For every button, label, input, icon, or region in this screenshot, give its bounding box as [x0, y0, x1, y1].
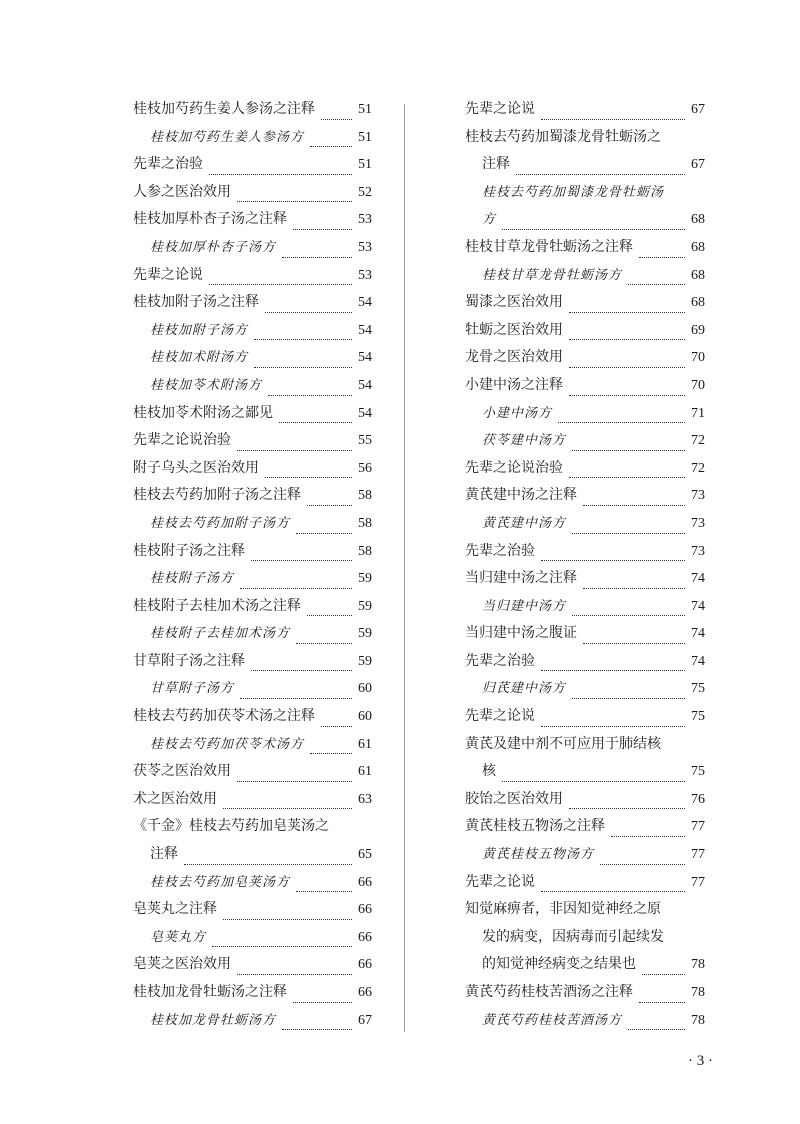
toc-page-number: 67	[358, 1012, 372, 1028]
toc-entry-title: 先辈之论说	[465, 708, 535, 725]
toc-entry[interactable]	[465, 896, 705, 924]
toc-page-number: 66	[358, 929, 372, 945]
dot-leader	[569, 311, 685, 313]
toc-entry-title: 黄芪建中汤方	[482, 515, 567, 531]
toc-entry-title: 小建中汤之注释	[465, 376, 563, 393]
dot-leader	[282, 1028, 352, 1030]
dot-leader	[558, 421, 685, 423]
toc-entry-title: 茯苓之医治效用	[133, 763, 231, 780]
toc-entry-title: 桂枝加龙骨牡蛎汤方	[150, 1012, 277, 1028]
toc-entry-title: 桂枝加厚朴杏子汤之注释	[133, 211, 287, 228]
toc-page-number: 53	[358, 267, 372, 283]
toc-entry-title: 先辈之治验	[465, 652, 535, 669]
toc-entry-title: 甘草附子汤方	[150, 681, 235, 697]
toc-page-number: 54	[358, 405, 372, 421]
dot-leader	[237, 200, 352, 202]
dot-leader	[516, 173, 685, 175]
toc-entry[interactable]	[133, 289, 372, 317]
dot-leader	[184, 863, 352, 865]
toc-entry-title: 皂荚丸之注释	[133, 901, 217, 918]
dot-leader	[569, 338, 685, 340]
toc-page-number: 66	[358, 985, 372, 1000]
toc-entry-title: 核	[482, 763, 496, 780]
toc-entry[interactable]	[465, 124, 705, 152]
dot-leader	[265, 311, 352, 313]
dot-leader	[628, 283, 685, 285]
toc-entry-title: 的知觉神经病变之结果也	[482, 956, 636, 973]
toc-entry[interactable]	[133, 703, 372, 731]
toc-entry[interactable]	[465, 648, 705, 676]
toc-entry-title: 桂枝加苓术附汤方	[150, 377, 263, 393]
toc-page-number: 72	[691, 460, 705, 476]
dot-leader	[223, 918, 352, 920]
dot-leader	[212, 945, 352, 947]
toc-entry-title: 黄芪芍药桂枝苦酒汤方	[482, 1012, 623, 1028]
toc-page-number: 59	[358, 598, 372, 614]
dot-leader	[209, 173, 352, 175]
toc-entry-title: 黄芪及建中剂不可应用于肺结核	[465, 735, 661, 752]
toc-entry-title: 黄芪建中汤之注释	[465, 487, 577, 504]
dot-leader	[223, 807, 352, 809]
toc-entry-title: 皂荚之医治效用	[133, 956, 231, 973]
dot-leader	[296, 890, 352, 892]
toc-entry[interactable]	[133, 979, 372, 1007]
toc-entry-title: 桂枝加厚朴杏子汤方	[150, 239, 277, 255]
toc-page-number: 53	[358, 239, 372, 255]
toc-entry-title: 桂枝加芍药生姜人参汤方	[150, 129, 305, 145]
toc-page-number: 59	[358, 626, 372, 642]
dot-leader	[572, 532, 685, 534]
toc-entry-title: 桂枝去芍药加附子汤之注释	[133, 487, 301, 504]
dot-leader	[251, 669, 352, 671]
toc-entry[interactable]	[465, 482, 705, 510]
toc-page-number: 73	[691, 515, 705, 531]
toc-subentry[interactable]	[133, 317, 372, 345]
toc-entry[interactable]	[133, 96, 372, 124]
dot-leader	[541, 559, 685, 561]
dot-leader	[307, 504, 352, 506]
toc-entry[interactable]	[133, 151, 372, 179]
dot-leader	[240, 587, 352, 589]
dot-leader	[600, 863, 685, 865]
toc-page-number: 77	[691, 874, 705, 890]
toc-entry-title: 龙骨之医治效用	[465, 349, 563, 366]
toc-subentry[interactable]	[133, 924, 372, 952]
toc-entry-title: 先辈之论说	[465, 101, 535, 117]
toc-entry[interactable]	[465, 813, 705, 841]
toc-page-number: 63	[358, 791, 372, 807]
dot-leader	[639, 1001, 685, 1003]
toc-entry-title: 茯苓建中汤方	[482, 433, 567, 449]
toc-entry[interactable]	[133, 813, 372, 841]
toc-entry-title: 《千金》桂枝去芍药加皂荚汤之	[133, 818, 329, 835]
toc-subentry[interactable]	[133, 731, 372, 759]
toc-entry[interactable]	[133, 538, 372, 566]
toc-page-number: 54	[358, 377, 372, 393]
toc-entry[interactable]	[465, 731, 705, 759]
toc-subentry[interactable]	[133, 344, 372, 372]
toc-entry-title: 方	[482, 212, 497, 228]
dot-leader	[583, 642, 685, 644]
dot-leader	[310, 145, 352, 147]
toc-page-number: 58	[358, 515, 372, 531]
toc-entry-title: 黄芪桂枝五物汤之注释	[465, 818, 605, 835]
dot-leader	[569, 476, 685, 478]
toc-entry[interactable]	[465, 455, 705, 483]
toc-page-number: 77	[691, 819, 705, 835]
toc-page-number: 69	[691, 322, 705, 338]
toc-entry-title: 当归建中汤方	[482, 598, 567, 614]
column-divider	[404, 104, 405, 1032]
toc-entry[interactable]	[133, 400, 372, 428]
toc-entry[interactable]	[465, 96, 705, 124]
toc-entry-title: 桂枝去芍药加蜀漆龙骨牡蛎汤	[482, 184, 665, 200]
toc-page-number: 60	[358, 709, 372, 725]
toc-entry[interactable]	[465, 538, 705, 566]
dot-leader	[237, 449, 352, 451]
dot-leader	[209, 283, 352, 285]
dot-leader	[237, 973, 352, 975]
toc-entry[interactable]	[133, 786, 372, 814]
toc-entry-title: 皂荚丸方	[150, 929, 207, 945]
toc-entry[interactable]	[465, 869, 705, 897]
toc-entry-title: 黄芪芍药桂枝苦酒汤之注释	[465, 984, 633, 1000]
toc-entry-title: 蜀漆之医治效用	[465, 294, 563, 311]
toc-entry[interactable]	[133, 206, 372, 234]
toc-entry-title: 桂枝去芍药加皂荚汤方	[150, 874, 291, 890]
toc-page-number: 51	[358, 102, 372, 117]
dot-leader	[254, 366, 352, 368]
toc-entry[interactable]	[133, 262, 372, 290]
toc-entry[interactable]	[133, 758, 372, 786]
toc-entry-title: 先辈之论说治验	[465, 459, 563, 476]
dot-leader	[541, 890, 685, 892]
toc-entry-continued[interactable]	[465, 758, 705, 786]
toc-entry-title: 桂枝加附子汤方	[150, 322, 249, 338]
toc-page-number: 59	[358, 571, 372, 587]
toc-entry[interactable]	[133, 593, 372, 621]
toc-entry-title: 人参之医治效用	[133, 183, 231, 200]
dot-leader	[321, 725, 352, 727]
toc-entry-title: 胶饴之医治效用	[465, 790, 563, 807]
toc-subentry[interactable]	[133, 372, 372, 400]
toc-entry-continued[interactable]	[465, 951, 705, 979]
toc-subentry[interactable]	[133, 620, 372, 648]
toc-entry-title: 注释	[150, 846, 178, 863]
toc-entry-title: 桂枝加龙骨牡蛎汤之注释	[133, 984, 287, 1000]
toc-entry-title: 桂枝加芍药生姜人参汤之注释	[133, 101, 315, 117]
dot-leader	[541, 118, 685, 120]
toc-entry-title: 桂枝甘草龙骨牡蛎汤方	[482, 267, 623, 283]
dot-leader	[642, 973, 685, 975]
dot-leader	[310, 752, 352, 754]
toc-page-number: 70	[691, 377, 705, 393]
toc-entry-title: 附子乌头之医治效用	[133, 459, 259, 476]
toc-entry[interactable]	[465, 979, 705, 1007]
dot-leader	[583, 587, 685, 589]
toc-entry-title: 当归建中汤之腹证	[465, 625, 577, 642]
toc-page-number: 68	[691, 239, 705, 255]
toc-page-number: 68	[691, 212, 705, 228]
toc-page-number: 52	[358, 184, 372, 200]
toc-page-number: 74	[691, 653, 705, 669]
toc-page-number: 75	[691, 764, 705, 780]
toc-page-number: 56	[358, 460, 372, 476]
dot-leader	[251, 559, 352, 561]
toc-page-number: 54	[358, 322, 372, 338]
toc-page-number: 78	[691, 985, 705, 1000]
toc-page-number: 55	[358, 433, 372, 449]
toc-subentry[interactable]	[133, 1007, 372, 1035]
toc-entry[interactable]	[465, 372, 705, 400]
toc-page-number: 51	[358, 157, 372, 173]
toc-page-number: 70	[691, 350, 705, 366]
toc-page-number: 66	[358, 902, 372, 918]
dot-leader	[628, 1028, 685, 1030]
dot-leader	[296, 532, 352, 534]
dot-leader	[254, 338, 352, 340]
toc-entry-title: 桂枝附子汤之注释	[133, 542, 245, 559]
toc-entry[interactable]	[465, 234, 705, 262]
toc-subentry[interactable]	[465, 1007, 705, 1035]
toc-page-number: 76	[691, 791, 705, 807]
toc-page-number: 59	[358, 653, 372, 669]
toc-entry[interactable]	[133, 427, 372, 455]
toc-subentry-continued[interactable]	[465, 206, 705, 234]
toc-subentry[interactable]	[465, 675, 705, 703]
toc-page-number: 74	[691, 598, 705, 614]
toc-entry-title: 发的病变，因病毒而引起续发	[482, 928, 664, 945]
toc-entry-title: 归芪建中汤方	[482, 681, 567, 697]
toc-entry-title: 牡蛎之医治效用	[465, 321, 563, 338]
dot-leader	[502, 228, 685, 230]
toc-subentry[interactable]	[133, 869, 372, 897]
toc-entry-title: 桂枝附子去桂加术汤方	[150, 626, 291, 642]
toc-entry-title: 桂枝去芍药加蜀漆龙骨牡蛎汤之	[465, 128, 661, 145]
toc-entry-title: 先辈之治验	[465, 542, 535, 559]
toc-entry[interactable]	[465, 620, 705, 648]
toc-entry-title: 知觉麻痹者，非因知觉神经之原	[465, 901, 661, 918]
toc-entry-continued[interactable]	[465, 924, 705, 952]
toc-page-number: 66	[358, 874, 372, 890]
toc-page-number: 54	[358, 350, 372, 366]
toc-page-number: 68	[691, 295, 705, 311]
toc-page-number: 53	[358, 212, 372, 228]
dot-leader	[307, 614, 352, 616]
toc-page-number: 77	[691, 847, 705, 863]
toc-entry-title: 先辈之论说	[133, 266, 203, 283]
dot-leader	[293, 1001, 352, 1003]
toc-subentry[interactable]	[133, 234, 372, 262]
toc-entry[interactable]	[133, 896, 372, 924]
toc-entry-title: 黄芪桂枝五物汤方	[482, 847, 595, 863]
toc-page-number: 61	[358, 764, 372, 780]
page-number: · 3 ·	[688, 1053, 713, 1069]
toc-subentry[interactable]	[465, 400, 705, 428]
toc-page-number: 75	[691, 709, 705, 725]
toc-page-number: 67	[691, 102, 705, 117]
toc-subentry[interactable]	[133, 675, 372, 703]
toc-entry-title: 先辈之治验	[133, 156, 203, 173]
toc-page-number: 66	[358, 957, 372, 973]
toc-entry-title: 小建中汤方	[482, 405, 553, 421]
toc-page-number: 75	[691, 681, 705, 697]
toc-page-number: 61	[358, 736, 372, 752]
toc-entry-title: 甘草附子汤之注释	[133, 652, 245, 669]
dot-leader	[572, 697, 685, 699]
toc-subentry[interactable]	[465, 510, 705, 538]
toc-entry-title: 桂枝加苓术附汤之鄙见	[133, 404, 273, 421]
dot-leader	[572, 449, 685, 451]
toc-entry[interactable]	[465, 289, 705, 317]
dot-leader	[279, 421, 352, 423]
toc-entry-title: 桂枝甘草龙骨牡蛎汤之注释	[465, 238, 633, 255]
dot-leader	[502, 780, 685, 782]
toc-subentry[interactable]	[465, 179, 705, 207]
toc-page-number: 71	[691, 405, 705, 421]
toc-page-number: 58	[358, 488, 372, 504]
toc-entry-title: 当归建中汤之注释	[465, 570, 577, 587]
dot-leader	[541, 725, 685, 727]
dot-leader	[572, 614, 685, 616]
toc-entry-continued[interactable]	[133, 841, 372, 869]
toc-entry[interactable]	[133, 951, 372, 979]
toc-subentry[interactable]	[465, 593, 705, 621]
toc-subentry[interactable]	[465, 262, 705, 290]
toc-page-number: 78	[691, 957, 705, 973]
toc-page-number: 78	[691, 1012, 705, 1028]
dot-leader	[240, 697, 352, 699]
dot-leader	[541, 669, 685, 671]
dot-leader	[293, 228, 352, 230]
toc-entry[interactable]	[465, 317, 705, 345]
toc-entry-title: 先辈之论说治验	[133, 432, 231, 449]
dot-leader	[321, 118, 352, 120]
dot-leader	[237, 780, 352, 782]
toc-page-number: 68	[691, 267, 705, 283]
toc-entry-title: 先辈之论说	[465, 873, 535, 890]
toc-entry[interactable]	[133, 179, 372, 207]
toc-entry-title: 桂枝去芍药加附子汤方	[150, 515, 291, 531]
dot-leader	[583, 504, 685, 506]
dot-leader	[569, 394, 685, 396]
toc-entry[interactable]	[465, 565, 705, 593]
dot-leader	[265, 476, 352, 478]
toc-entry[interactable]	[133, 455, 372, 483]
toc-subentry[interactable]	[133, 510, 372, 538]
toc-page-number: 73	[691, 543, 705, 559]
toc-subentry[interactable]	[133, 124, 372, 152]
toc-page-number: 54	[358, 295, 372, 311]
toc-entry-title: 桂枝去芍药加茯苓术汤之注释	[133, 708, 315, 725]
toc-page-number: 51	[358, 129, 372, 145]
dot-leader	[268, 394, 352, 396]
dot-leader	[569, 807, 685, 809]
dot-leader	[639, 256, 685, 258]
toc-page-number: 73	[691, 488, 705, 504]
toc-page-number: 65	[358, 847, 372, 863]
toc-page-number: 58	[358, 543, 372, 559]
toc-entry-title: 桂枝附子去桂加术汤之注释	[133, 597, 301, 614]
toc-entry-title: 桂枝加附子汤之注释	[133, 294, 259, 311]
toc-entry-title: 桂枝去芍药加茯苓术汤方	[150, 736, 305, 752]
toc-entry-title: 桂枝加术附汤方	[150, 350, 249, 366]
toc-page-number: 74	[691, 626, 705, 642]
toc-column-left	[133, 96, 372, 1034]
toc-entry-continued[interactable]	[465, 151, 705, 179]
toc-page-number: 67	[691, 157, 705, 173]
toc-entry[interactable]	[465, 344, 705, 372]
toc-entry[interactable]	[133, 648, 372, 676]
toc-entry-title: 术之医治效用	[133, 790, 217, 807]
toc-subentry[interactable]	[465, 427, 705, 455]
toc-page-number: 72	[691, 433, 705, 449]
toc-entry[interactable]	[133, 482, 372, 510]
toc-page-number: 60	[358, 681, 372, 697]
dot-leader	[282, 256, 352, 258]
dot-leader	[611, 835, 685, 837]
toc-entry[interactable]	[465, 786, 705, 814]
dot-leader	[569, 366, 685, 368]
toc-entry-title: 桂枝附子汤方	[150, 571, 235, 587]
dot-leader	[296, 642, 352, 644]
toc-entry-title: 注释	[482, 156, 510, 173]
toc-column-right	[465, 96, 705, 1034]
toc-page-number: 74	[691, 571, 705, 587]
toc-subentry[interactable]	[133, 565, 372, 593]
toc-entry[interactable]	[465, 703, 705, 731]
toc-subentry[interactable]	[465, 841, 705, 869]
